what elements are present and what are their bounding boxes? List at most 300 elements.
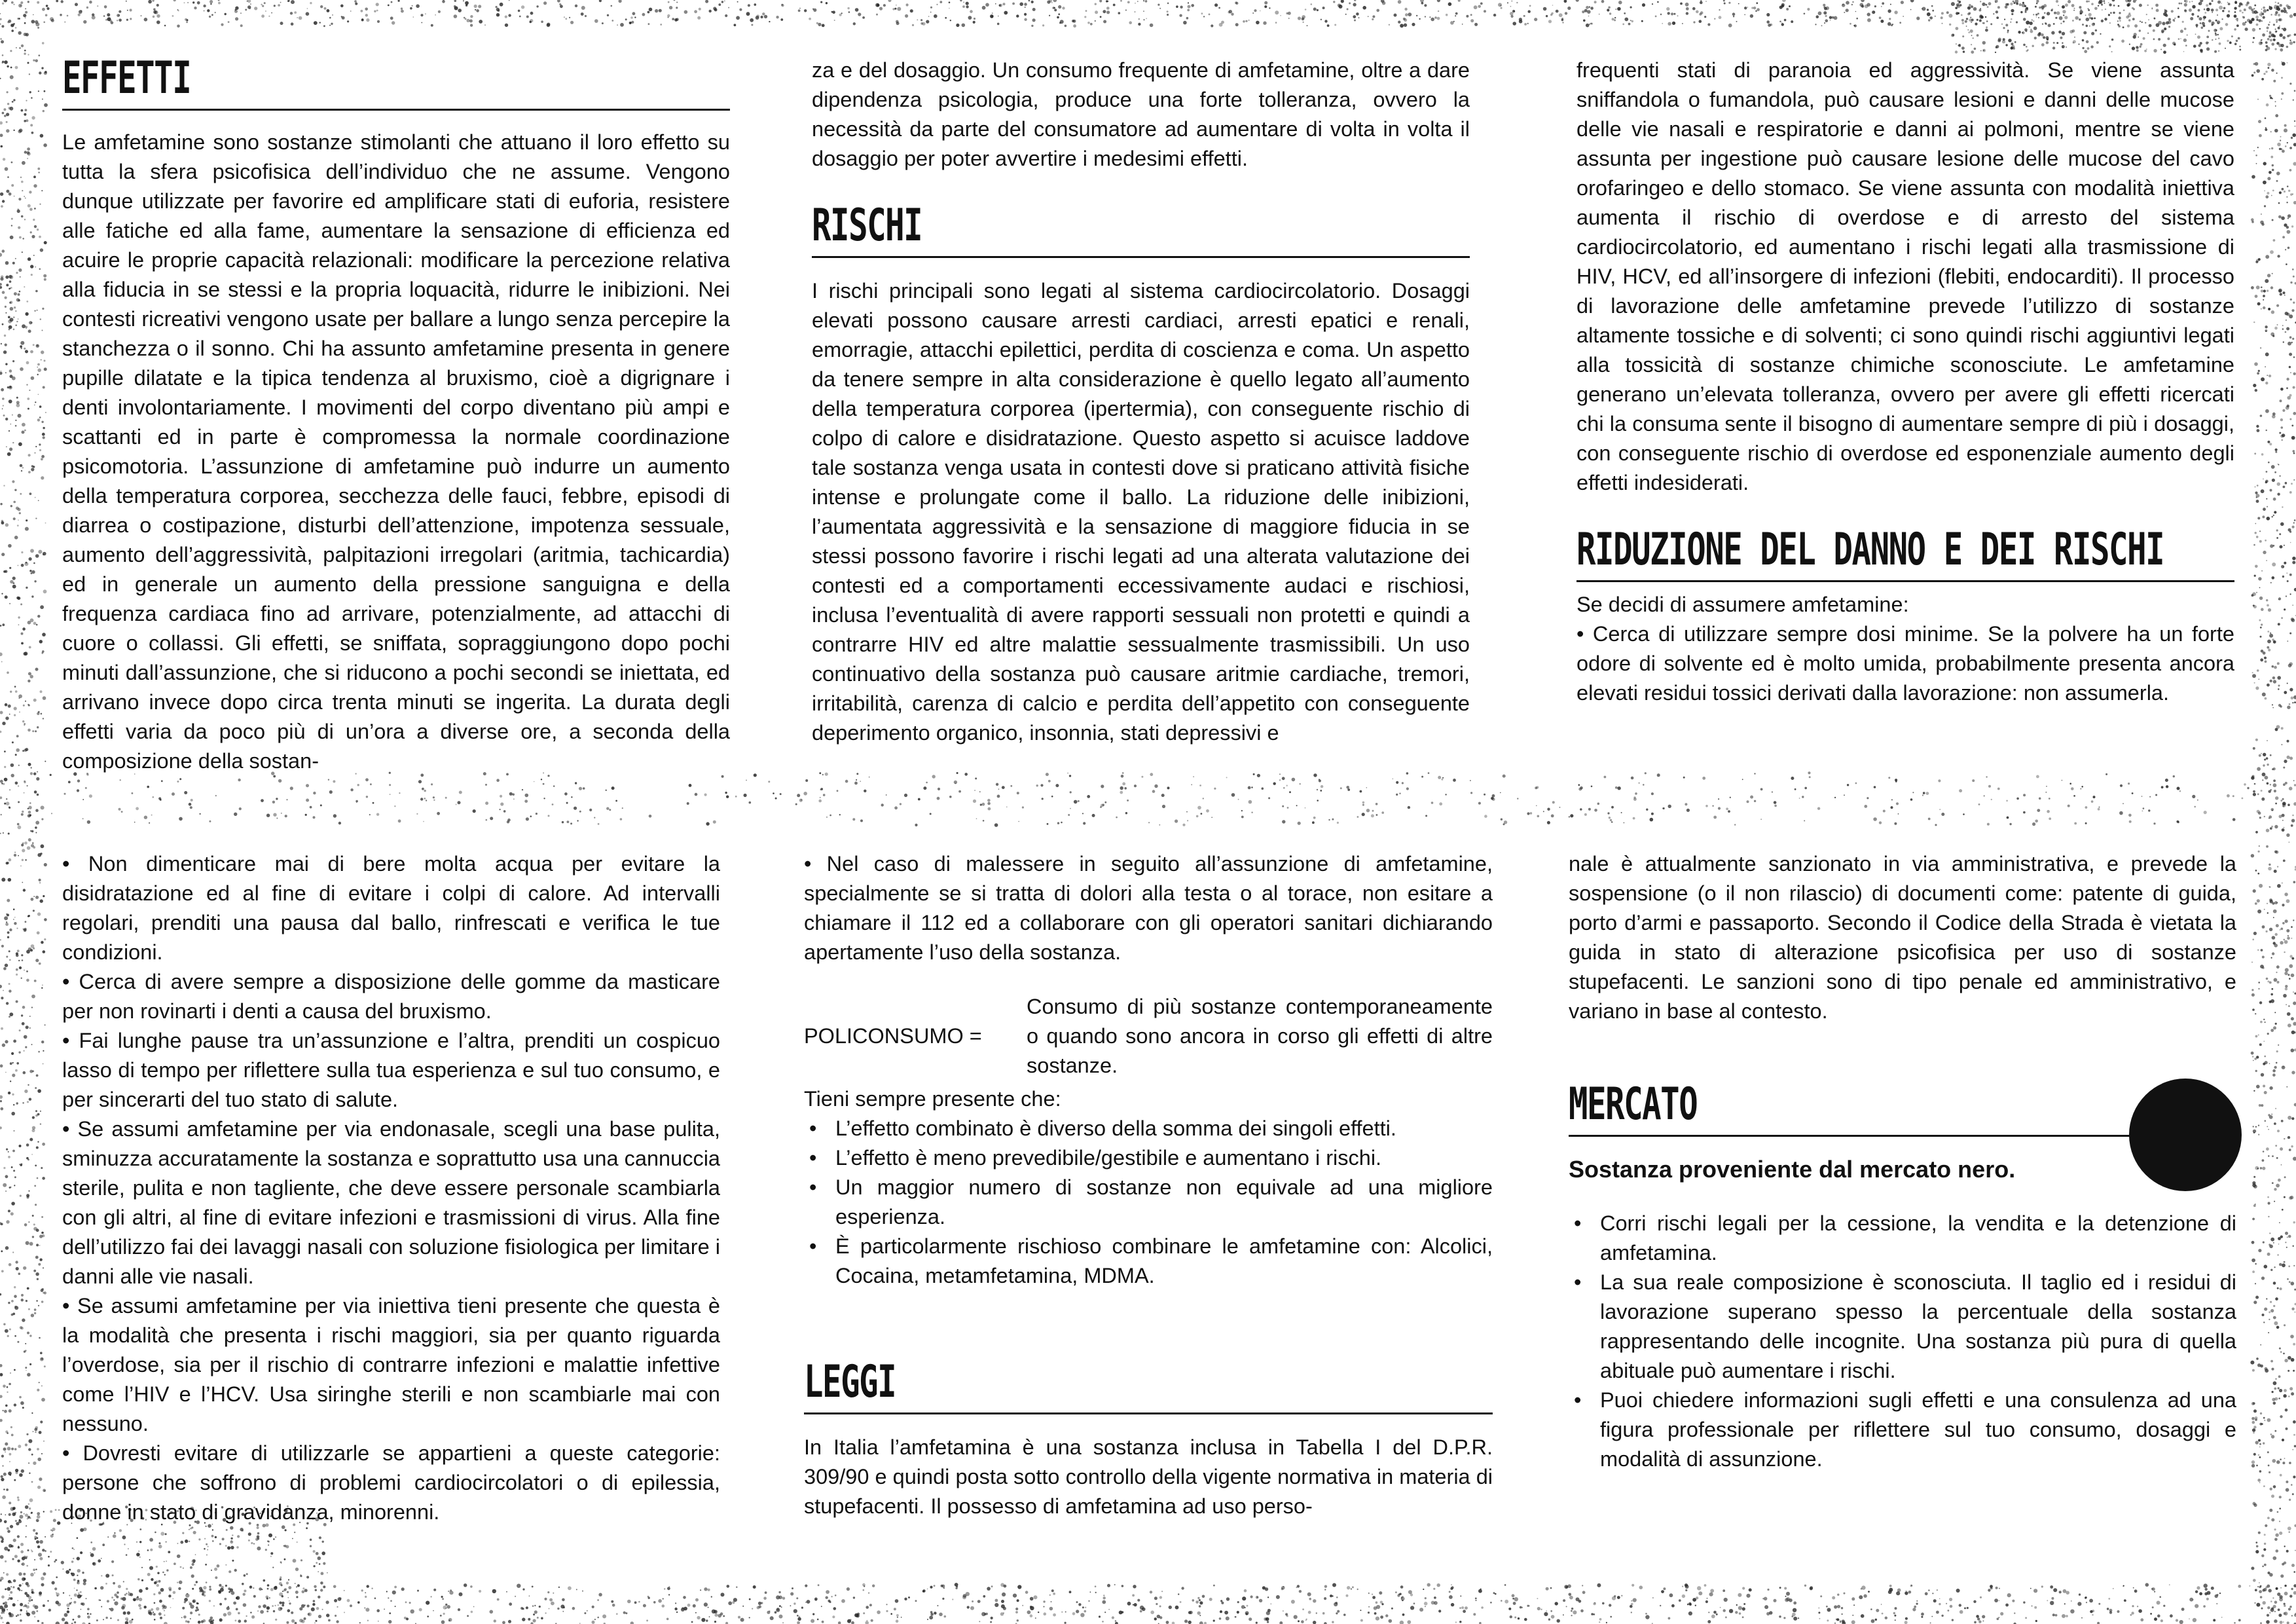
stipple-dot (1106, 10, 1110, 14)
stipple-dot (2286, 1488, 2289, 1492)
stipple-dot (2280, 1147, 2283, 1151)
stipple-dot (1982, 1620, 1984, 1621)
stipple-dot (534, 781, 535, 783)
stipple-dot (31, 830, 34, 833)
stipple-dot (10, 691, 12, 693)
stipple-dot (2049, 798, 2050, 800)
stipple-dot (513, 798, 515, 800)
stipple-dot (35, 554, 39, 558)
stipple-dot (2272, 1557, 2276, 1560)
stipple-dot (1260, 10, 1261, 12)
stipple-dot (2263, 16, 2265, 19)
stipple-dot (1095, 1592, 1097, 1593)
stipple-dot (16, 969, 18, 971)
stipple-dot (154, 1619, 156, 1621)
stipple-dot (376, 3, 379, 6)
stipple-dot (2, 291, 5, 294)
stipple-dot (2264, 1420, 2265, 1421)
stipple-dot (1197, 1612, 1201, 1615)
stipple-dot (306, 1576, 309, 1579)
stipple-dot (1122, 783, 1125, 786)
stipple-dot (121, 811, 123, 813)
stipple-dot (3, 350, 7, 354)
stipple-dot (2261, 1555, 2264, 1557)
stipple-dot (2263, 507, 2266, 511)
stipple-dot (1264, 5, 1267, 8)
stipple-dot (1696, 10, 1699, 14)
stipple-dot (111, 1596, 113, 1598)
stipple-dot (982, 803, 985, 806)
stipple-dot (2253, 932, 2257, 935)
stipple-dot (86, 1598, 87, 1599)
stipple-dot (257, 1532, 260, 1535)
stipple-dot (1784, 19, 1787, 22)
stipple-dot (1927, 12, 1931, 16)
stipple-dot (2260, 1167, 2263, 1170)
stipple-dot (1078, 800, 1080, 802)
stipple-dot (1854, 24, 1857, 27)
stipple-dot (2174, 43, 2176, 45)
stipple-dot (1127, 1602, 1131, 1606)
stipple-dot (1767, 1589, 1769, 1591)
stipple-dot (754, 773, 757, 777)
stipple-dot (2278, 599, 2280, 600)
stipple-dot (189, 1602, 192, 1606)
stipple-dot (14, 686, 16, 688)
stipple-dot (1360, 1619, 1363, 1622)
stipple-dot (1979, 20, 1982, 22)
stipple-dot (2259, 134, 2262, 138)
stipple-dot (459, 791, 462, 794)
stipple-dot (1349, 3, 1351, 5)
stipple-dot (1100, 16, 1102, 18)
stipple-dot (2283, 860, 2286, 862)
stipple-dot (1695, 1605, 1696, 1606)
stipple-dot (14, 1335, 16, 1337)
stipple-dot (2255, 1263, 2256, 1264)
stipple-dot (886, 1610, 888, 1612)
stipple-dot (350, 1604, 352, 1607)
stipple-dot (853, 22, 856, 25)
stipple-dot (1228, 11, 1230, 14)
stipple-dot (2, 397, 5, 400)
stipple-dot (412, 5, 413, 7)
stipple-dot (797, 794, 800, 797)
stipple-dot (2267, 1451, 2269, 1453)
stipple-dot (36, 1075, 39, 1077)
stipple-dot (2198, 17, 2202, 20)
stipple-dot (1362, 804, 1364, 806)
stipple-dot (2283, 486, 2286, 489)
stipple-dot (1324, 1589, 1326, 1590)
stipple-dot (2071, 1600, 2072, 1602)
stipple-dot (1059, 22, 1061, 24)
stipple-dot (18, 227, 20, 229)
stipple-dot (1103, 1596, 1106, 1599)
stipple-dot (19, 1029, 21, 1031)
stipple-dot (2234, 43, 2237, 45)
stipple-dot (2270, 1301, 2272, 1303)
stipple-dot (1362, 6, 1366, 10)
stipple-dot (992, 12, 993, 14)
stipple-dot (876, 14, 878, 16)
stipple-dot (1551, 12, 1554, 15)
stipple-dot (0, 625, 1, 627)
stipple-dot (2279, 1263, 2282, 1266)
stipple-dot (392, 1591, 396, 1595)
stipple-dot (7, 1392, 8, 1393)
stipple-dot (203, 5, 206, 7)
stipple-dot (2034, 37, 2037, 39)
stipple-dot (1611, 821, 1613, 822)
stipple-dot (333, 1585, 337, 1589)
stipple-dot (2272, 1073, 2276, 1077)
stipple-dot (222, 1538, 225, 1540)
stipple-dot (2163, 1605, 2165, 1607)
stipple-dot (1135, 11, 1136, 12)
stipple-dot (2260, 1021, 2263, 1024)
stipple-dot (64, 1613, 68, 1617)
stipple-dot (2267, 903, 2268, 904)
stipple-dot (445, 1608, 446, 1609)
stipple-dot (61, 1561, 64, 1564)
stipple-dot (1241, 810, 1243, 811)
stipple-dot (2058, 5, 2059, 6)
stipple-dot (32, 1129, 35, 1132)
stipple-dot (20, 493, 22, 495)
stipple-dot (2214, 50, 2217, 53)
stipple-dot (1815, 24, 1816, 25)
stipple-dot (2268, 1216, 2269, 1217)
stipple-dot (1724, 3, 1726, 5)
stipple-dot (1710, 1589, 1714, 1593)
stipple-dot (2265, 1524, 2267, 1527)
stipple-dot (1237, 1601, 1239, 1603)
stipple-dot (8, 1151, 9, 1153)
stipple-dot (192, 1588, 194, 1590)
stipple-dot (2293, 1584, 2296, 1587)
stipple-dot (1852, 1615, 1853, 1616)
stipple-dot (4, 916, 8, 920)
stipple-dot (2064, 16, 2068, 19)
stipple-dot (239, 807, 242, 810)
stipple-dot (1563, 1614, 1564, 1615)
stipple-dot (2269, 1509, 2272, 1512)
stipple-dot (1424, 4, 1427, 7)
stipple-dot (1084, 1610, 1087, 1613)
stipple-dot (1490, 1602, 1492, 1604)
stipple-dot (8, 20, 11, 23)
stipple-dot (1332, 1595, 1333, 1596)
stipple-dot (2293, 1246, 2294, 1247)
stipple-dot (90, 1552, 91, 1553)
stipple-dot (853, 1596, 855, 1598)
stipple-dot (30, 124, 33, 126)
stipple-dot (2284, 1458, 2286, 1459)
stipple-dot (1256, 1622, 1258, 1624)
stipple-dot (485, 784, 487, 786)
stipple-dot (1959, 789, 1962, 792)
stipple-dot (2267, 740, 2268, 741)
stipple-dot (1088, 1600, 1089, 1602)
stipple-dot (35, 821, 39, 824)
stipple-dot (29, 1473, 30, 1474)
stipple-dot (24, 841, 27, 845)
stipple-dot (2293, 522, 2295, 523)
stipple-dot (2266, 1620, 2270, 1624)
stipple-dot (634, 1601, 637, 1604)
stipple-dot (2138, 1609, 2142, 1613)
stipple-dot (39, 879, 41, 881)
stipple-dot (1978, 1620, 1981, 1623)
stipple-dot (78, 14, 81, 16)
stipple-dot (2287, 313, 2290, 316)
stipple-dot (139, 1557, 141, 1558)
stipple-dot (2275, 449, 2278, 451)
stipple-dot (10, 75, 14, 79)
stipple-dot (2259, 1104, 2261, 1107)
stipple-dot (2253, 1176, 2255, 1178)
stipple-dot (839, 814, 841, 815)
stipple-dot (2182, 21, 2184, 23)
stipple-dot (1372, 810, 1374, 812)
stipple-dot (2274, 1122, 2276, 1125)
stipple-dot (166, 1560, 167, 1562)
stipple-dot (1879, 821, 1882, 824)
stipple-dot (1565, 12, 1567, 14)
stipple-dot (290, 12, 293, 14)
stipple-dot (930, 813, 932, 815)
stipple-dot (40, 1111, 41, 1112)
stipple-dot (2265, 331, 2267, 332)
stipple-dot (267, 1588, 269, 1590)
stipple-dot (2, 112, 5, 115)
stipple-dot (2280, 1574, 2284, 1578)
stipple-dot (31, 322, 33, 323)
stipple-dot (991, 1585, 993, 1587)
stipple-dot (1184, 1619, 1188, 1623)
stipple-dot (338, 1597, 342, 1601)
stipple-dot (234, 813, 237, 816)
stipple-dot (405, 1601, 407, 1603)
stipple-dot (915, 824, 917, 826)
stipple-dot (126, 19, 128, 21)
stipple-dot (2284, 1605, 2286, 1607)
stipple-dot (2270, 1433, 2272, 1435)
stipple-dot (18, 293, 20, 296)
stipple-dot (2234, 1, 2237, 4)
stipple-dot (1449, 1595, 1453, 1599)
stipple-dot (398, 0, 400, 2)
stipple-dot (190, 1618, 191, 1619)
stipple-dot (1474, 23, 1478, 26)
stipple-dot (2252, 1183, 2256, 1187)
stipple-dot (376, 1609, 380, 1612)
stipple-dot (2253, 1504, 2257, 1507)
stipple-dot (0, 1615, 1, 1617)
stipple-dot (2253, 384, 2256, 387)
stipple-dot (998, 788, 1000, 790)
stipple-dot (32, 1116, 35, 1119)
stipple-dot (966, 2, 969, 5)
stipple-dot (101, 1606, 102, 1608)
stipple-dot (20, 1603, 23, 1606)
stipple-dot (1932, 1593, 1933, 1594)
stipple-dot (107, 13, 110, 16)
stipple-dot (20, 177, 22, 178)
stipple-dot (2270, 286, 2273, 289)
stipple-dot (1389, 24, 1390, 26)
stipple-dot (2242, 798, 2244, 800)
stipple-dot (286, 799, 287, 800)
stipple-dot (517, 1584, 520, 1588)
stipple-dot (2140, 46, 2141, 48)
stipple-dot (1819, 1618, 1820, 1619)
stipple-dot (2287, 936, 2290, 940)
stipple-dot (0, 1096, 3, 1099)
stipple-dot (194, 7, 196, 9)
stipple-dot (464, 1583, 467, 1587)
stipple-dot (6, 284, 9, 286)
stipple-dot (797, 1617, 801, 1621)
stipple-dot (1617, 786, 1620, 790)
stipple-dot (6, 129, 9, 132)
stipple-dot (2291, 1358, 2295, 1362)
stipple-dot (204, 10, 205, 12)
stipple-dot (2287, 1012, 2291, 1016)
stipple-dot (539, 1606, 541, 1608)
stipple-dot (2261, 570, 2263, 572)
stipple-dot (2258, 1454, 2259, 1456)
stipple-dot (979, 1621, 980, 1622)
stipple-dot (2253, 71, 2255, 73)
stipple-dot (0, 652, 3, 656)
stipple-dot (1512, 1594, 1515, 1597)
stipple-dot (90, 1553, 94, 1557)
stipple-dot (2258, 1125, 2259, 1126)
stipple-dot (2053, 42, 2055, 44)
stipple-dot (564, 16, 565, 18)
stipple-dot (1891, 799, 1893, 800)
stipple-dot (274, 5, 276, 7)
stipple-dot (2255, 1589, 2257, 1591)
stipple-dot (2280, 523, 2284, 526)
stipple-dot (2273, 942, 2276, 944)
stipple-dot (1599, 1618, 1602, 1621)
stipple-dot (2, 409, 3, 410)
stipple-dot (2287, 1370, 2289, 1372)
stipple-dot (2257, 99, 2259, 100)
stipple-dot (2263, 7, 2265, 9)
stipple-dot (445, 797, 447, 799)
stipple-dot (2268, 462, 2270, 464)
stipple-dot (9, 430, 10, 432)
stipple-dot (1926, 792, 1929, 795)
stipple-dot (834, 20, 835, 21)
stipple-dot (25, 8, 26, 9)
stipple-dot (0, 23, 1, 25)
stipple-dot (623, 1612, 626, 1614)
stipple-dot (1904, 1591, 1908, 1595)
stipple-dot (12, 101, 14, 103)
stipple-dot (12, 360, 14, 362)
stipple-dot (247, 5, 251, 9)
stipple-dot (2265, 409, 2269, 413)
stipple-dot (1202, 1595, 1205, 1598)
stipple-dot (41, 818, 43, 820)
stipple-dot (2255, 532, 2257, 534)
stipple-dot (1167, 786, 1170, 789)
stipple-dot (14, 854, 16, 857)
stipple-dot (1376, 803, 1378, 805)
stipple-dot (1618, 1, 1622, 5)
stipple-dot (1442, 777, 1444, 779)
stipple-dot (1874, 786, 1876, 788)
stipple-dot (1214, 788, 1216, 790)
stipple-dot (553, 785, 555, 786)
stipple-dot (2279, 1521, 2280, 1522)
stipple-dot (10, 1080, 11, 1082)
stipple-dot (1203, 798, 1204, 799)
stipple-dot (43, 1489, 46, 1492)
stipple-dot (2256, 286, 2260, 289)
stipple-dot (726, 796, 729, 798)
stipple-dot (1546, 15, 1548, 17)
stipple-dot (22, 1407, 24, 1409)
stipple-dot (34, 1616, 35, 1617)
stipple-dot (12, 577, 16, 580)
stipple-dot (9, 806, 10, 808)
stipple-dot (44, 863, 47, 866)
stipple-dot (1557, 1619, 1560, 1623)
stipple-dot (1379, 1591, 1382, 1595)
stipple-dot (594, 19, 598, 23)
stipple-dot (1567, 7, 1571, 10)
stipple-dot (22, 750, 24, 752)
stipple-dot (2251, 218, 2254, 221)
stipple-dot (1017, 1585, 1021, 1589)
stipple-dot (922, 1589, 926, 1593)
stipple-dot (63, 1592, 64, 1593)
stipple-dot (1481, 1606, 1484, 1609)
stipple-dot (8, 1092, 10, 1094)
stipple-dot (1484, 815, 1487, 818)
stipple-dot (223, 1613, 227, 1616)
stipple-dot (1588, 808, 1591, 811)
stipple-dot (153, 796, 155, 798)
stipple-dot (114, 1601, 118, 1605)
stipple-dot (526, 1606, 528, 1609)
stipple-dot (2185, 45, 2187, 46)
stipple-dot (36, 1610, 38, 1612)
stipple-dot (2023, 811, 2026, 814)
stipple-dot (3, 1167, 5, 1169)
stipple-dot (40, 690, 43, 693)
stipple-dot (13, 99, 15, 101)
stipple-dot (2264, 1091, 2267, 1094)
stipple-dot (5, 167, 9, 171)
stipple-dot (1188, 2, 1189, 3)
stipple-dot (8, 1302, 10, 1304)
stipple-dot (1959, 4, 1962, 7)
stipple-dot (40, 605, 44, 609)
stipple-dot (9, 275, 13, 279)
stipple-dot (1586, 24, 1590, 28)
stipple-dot (361, 1589, 363, 1591)
stipple-dot (1332, 1621, 1334, 1623)
stipple-dot (388, 1620, 392, 1623)
stipple-dot (2286, 406, 2289, 410)
